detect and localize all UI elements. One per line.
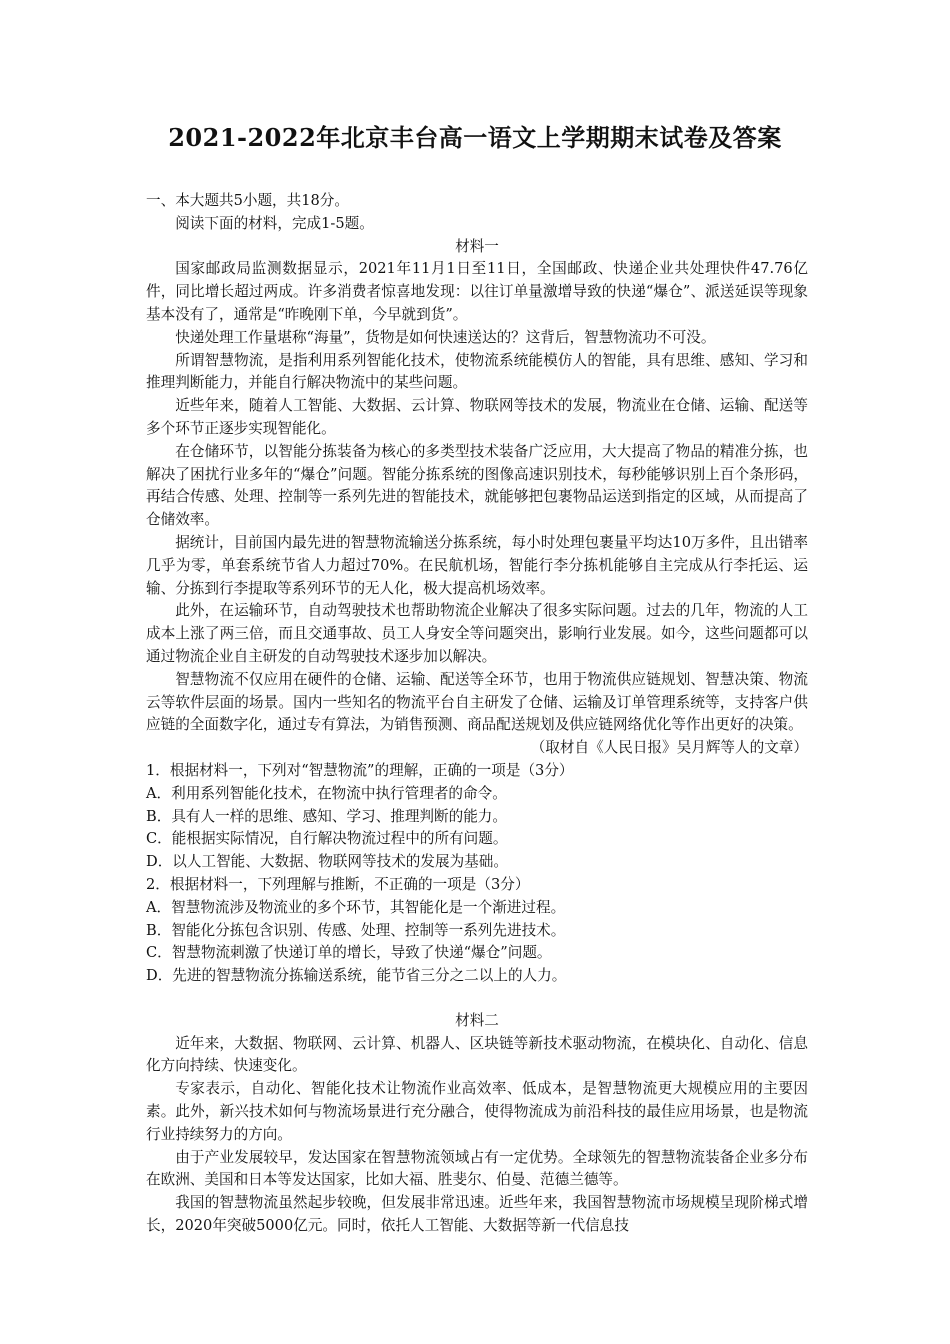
spacer [146, 988, 808, 1010]
material2-paragraph: 专家表示，自动化、智能化技术让物流作业高效率、低成本，是智慧物流更大规模应用的主要因素。此外，新兴技术如何与物流场景进行充分融合，使得物流成为前沿科技的最佳应用场景，也是物流行业持续努力的方向。 [146, 1080, 808, 1143]
material1-paragraph: 快递处理工作量堪称“海量”，货物是如何快速送达的？这背后，智慧物流功不可没。 [175, 328, 716, 346]
material1-source: （取材自《人民日报》吴月辉等人的文章） [530, 739, 808, 757]
page-title: 2021-2022年北京丰台高一语文上学期期末试卷及答案 [168, 123, 782, 152]
question-1-option-c: C．能根据实际情况，自行解决物流过程中的所有问题。 [146, 830, 508, 848]
material2-paragraph: 我国的智慧物流虽然起步较晚，但发展非常迅速。近些年来，我国智慧物流市场规模呈现阶梯式增长，2020年突破5000亿元。同时，依托人工智能、大数据等新一代信息技 [146, 1194, 808, 1235]
question-2-option-d: D．先进的智慧物流分拣输送系统，能节省三分之二以上的人力。 [146, 967, 567, 985]
question-1-stem: 1．根据材料一，下列对“智慧物流”的理解，正确的一项是（3分） [146, 761, 574, 779]
material1-paragraph: 智慧物流不仅应用在硬件的仓储、运输、配送等全环节，也用于物流供应链规划、智慧决策、物流云等软件层面的场景。国内一些知名的物流平台自主研发了仓储、运输及订单管理系统等，支持客户供应链的全面数字化，通过专有算法，为销售预测、商品配送规划及供应链网络优化等作出更好的决策。 [146, 670, 808, 734]
question-2-stem: 2．根据材料一，下列理解与推断，不正确的一项是（3分） [146, 875, 530, 893]
material2-title: 材料二 [455, 1011, 499, 1029]
section-heading: 一、本大题共5小题，共18分。 [146, 192, 349, 209]
question-1-option-b: B．具有人一样的思维、感知、学习、推理判断的能力。 [146, 807, 507, 825]
material1-paragraph: 在仓储环节，以智能分拣装备为核心的多类型技术装备广泛应用，大大提高了物品的精准分拣，也解决了困扰行业多年的“爆仓”问题。智能分拣系统的图像高速识别技术，每秒能够识别上百个条形码，再结合传感、处理、控制等一系列先进的智能技术，就能够把包裹物品运送到指定的区域，从而提高了仓储效率。 [146, 442, 808, 529]
reading-instruction: 阅读下面的材料，完成1-5题。 [175, 214, 374, 232]
question-2-option-a: A．智慧物流涉及物流业的多个环节，其智能化是一个渐进过程。 [146, 898, 566, 916]
question-2-option-b: B．智能化分拣包含识别、传感、处理、控制等一系列先进技术。 [146, 921, 566, 939]
material2-paragraph: 近年来，大数据、物联网、云计算、机器人、区块链等新技术驱动物流，在模块化、自动化、信息化方向持续、快速变化。 [146, 1034, 808, 1075]
material1-paragraph: 所谓智慧物流，是指利用系列智能化技术，使物流系统能模仿人的智能，具有思维、感知、学习和推理判断能力，并能自行解决物流中的某些问题。 [146, 351, 808, 392]
document-body [146, 190, 808, 1238]
material1-paragraph: 近些年来，随着人工智能、大数据、云计算、物联网等技术的发展，物流业在仓储、运输、配送等多个环节正逐步实现智能化。 [146, 397, 808, 437]
material1-paragraph: 国家邮政局监测数据显示，2021年11月1日至11日，全国邮政、快递企业共处理快件47.76亿件，同比增长超过两成。许多消费者惊喜地发现：以往订单量激增导致的快递“爆仓”、派送延误等现象基本没有了，通常是“昨晚刚下单，今早就到货”。 [146, 260, 808, 323]
question-2-option-c: C．智慧物流刺激了快递订单的增长，导致了快递“爆仓”问题。 [146, 944, 552, 962]
material1-paragraph: 此外，在运输环节，自动驾驶技术也帮助物流企业解决了很多实际问题。过去的几年，物流的人工成本上涨了两三倍，而且交通事故、员工人身安全等问题突出，影响行业发展。如今，这些问题都可以通过物流企业自主研发的自动驾驶技术逐步加以解决。 [146, 602, 808, 665]
material1-paragraph: 据统计，目前国内最先进的智慧物流输送分拣系统，每小时处理包裹量平均达10万多件，且出错率几乎为零，单套系统节省人力超过70%。在民航机场，智能行李分拣机能够自主完成从行李托运、运输、分拣到行李提取等系列环节的无人化，极大提高机场效率。 [146, 533, 808, 597]
material1-title: 材料一 [455, 237, 499, 255]
question-1-option-a: A．利用系列智能化技术，在物流中执行管理者的命令。 [146, 784, 507, 802]
question-1-option-d: D．以人工智能、大数据、物联网等技术的发展为基础。 [146, 853, 508, 871]
material2-paragraph: 由于产业发展较早，发达国家在智慧物流领域占有一定优势。全球领先的智慧物流装备企业多分布在欧洲、美国和日本等发达国家，比如大福、胜斐尔、伯曼、范德兰德等。 [146, 1148, 808, 1189]
